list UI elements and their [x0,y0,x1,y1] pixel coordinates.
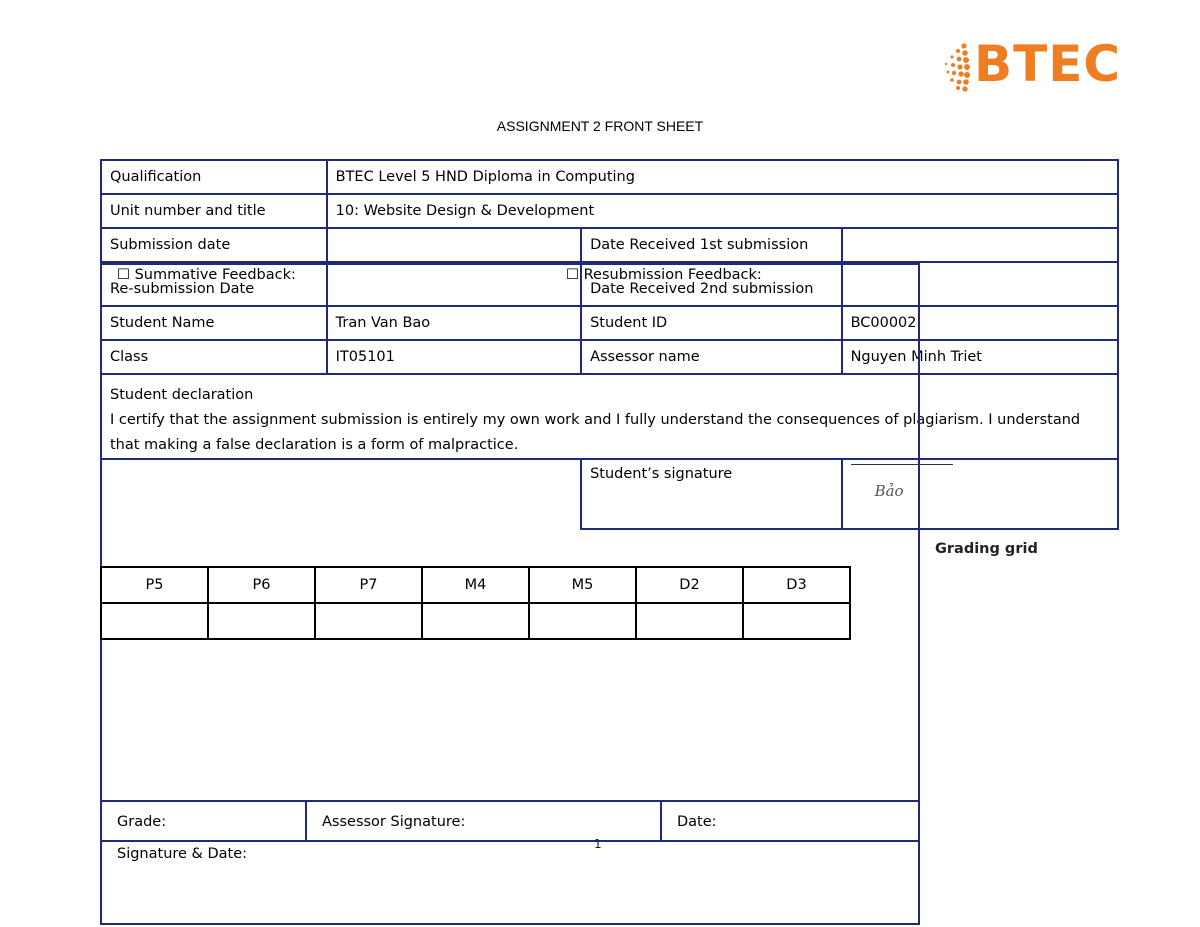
grade-header: M5 [529,567,636,603]
class-label: Class [101,340,327,374]
assessment-footer-row [100,800,920,842]
submission-row [101,228,1118,262]
assessor-name-value: Nguyen Minh Triet [842,340,1118,374]
divider [305,802,307,842]
declaration-text: I certify that the assignment submission is entirely my own work and I fully understand the consequences of plagiarism. I understand that making a false declaration is a form of malpractice. [110,412,1081,453]
grading-value-row [101,603,850,639]
grade-cell[interactable] [315,603,422,639]
document-title: ASSIGNMENT 2 FRONT SHEET [496,118,704,134]
student-signature-label: Student’s signature [581,459,842,529]
class-value: IT05101 [327,340,581,374]
declaration-heading: Student declaration [110,387,254,403]
grade-label: Grade: [117,814,167,830]
submission-date-value[interactable] [327,228,581,262]
summative-feedback-checkbox[interactable]: ☐ Summative Feedback: [117,267,296,283]
qualification-row [101,160,1118,194]
signature-date-label: Signature & Date: [117,846,248,862]
divider [660,802,662,842]
grade-cell[interactable] [529,603,636,639]
page-number: 1 [594,837,602,851]
student-id-label: Student ID [581,306,842,340]
grade-header: D3 [743,567,850,603]
unit-value: 10: Website Design & Development [327,194,1118,228]
assessor-name-label: Assessor name [581,340,842,374]
student-signature: Bảo [874,482,904,500]
logo-dots-icon [938,42,972,92]
grade-cell[interactable] [422,603,529,639]
btec-logo [938,36,1128,96]
qualification-label: Qualification [101,160,327,194]
logo-text: BTEC [974,35,1122,93]
grade-header: M4 [422,567,529,603]
grade-header: P7 [315,567,422,603]
submission-date-label: Submission date [101,228,327,262]
date-received-2-label: Date Received 2nd submission [581,262,842,306]
grade-cell[interactable] [743,603,850,639]
qualification-value: BTEC Level 5 HND Diploma in Computing [327,160,1118,194]
grade-cell[interactable] [208,603,315,639]
student-name-label: Student Name [101,306,327,340]
grade-header: D2 [636,567,743,603]
date-received-1-value[interactable] [842,228,1118,262]
date-label: Date: [677,814,717,830]
unit-label: Unit number and title [101,194,327,228]
grade-cell[interactable] [636,603,743,639]
grading-grid [100,566,851,640]
grade-cell[interactable] [101,603,208,639]
resubmission-feedback-checkbox[interactable]: ☐ Resubmission Feedback: [566,267,762,283]
student-name-value: Tran Van Bao [327,306,581,340]
assessor-signature-label: Assessor Signature: [322,814,466,830]
date-received-1-label: Date Received 1st submission [581,228,842,262]
grading-grid-label: Grading grid [935,541,1038,557]
grade-header: P5 [101,567,208,603]
resubmission-date-label: Re-submission Date [101,262,327,306]
student-id-value: BC00002 [842,306,1118,340]
grading-header-row [101,567,850,603]
grade-header: P6 [208,567,315,603]
unit-row [101,194,1118,228]
